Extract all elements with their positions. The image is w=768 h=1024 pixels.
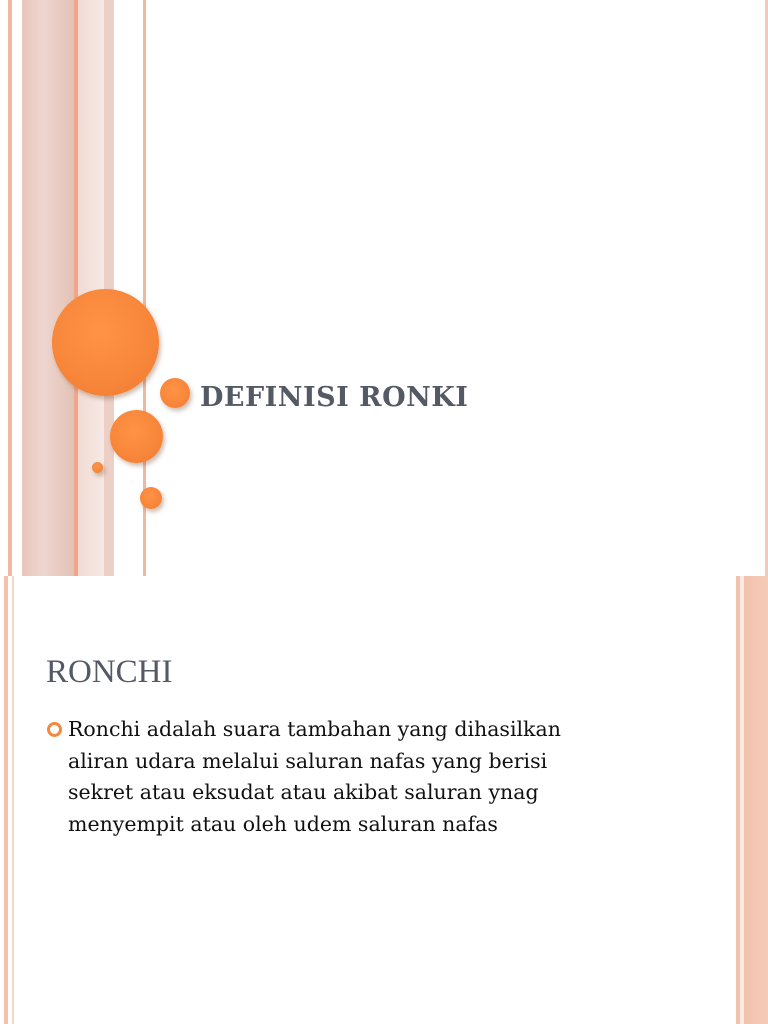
bullet-ring-icon: [47, 722, 62, 737]
decorative-circle-medium: [110, 410, 163, 463]
slide-heading: RONCHI: [46, 654, 173, 690]
bullet-text-line: aliran udara melalui saluran nafas yang berisi: [68, 748, 548, 773]
slide-title: DEFINISI RONKI: [200, 382, 469, 413]
decorative-stripe: [78, 0, 104, 576]
decorative-circle-tiny: [92, 462, 103, 473]
decorative-stripe: [744, 576, 768, 1024]
decorative-stripe: [4, 576, 8, 1024]
list-item: [46, 714, 686, 840]
decorative-stripe: [8, 0, 12, 576]
decorative-stripe: [104, 0, 114, 576]
content-slide: [0, 576, 768, 1024]
decorative-stripe: [12, 576, 14, 1024]
bullet-text-line: sekret atau eksudat atau akibat saluran ynag: [68, 780, 539, 804]
decorative-circle-large: [52, 289, 159, 396]
decorative-circle-small: [160, 378, 190, 408]
bullet-text-line: Ronchi adalah suara tambahan yang dihasilkan: [68, 717, 561, 741]
decorative-stripe: [22, 0, 74, 576]
bullet-text-line: menyempit atau oleh udem saluran nafas: [68, 811, 498, 836]
bullet-list: [46, 714, 686, 840]
decorative-circle-small: [140, 487, 162, 509]
